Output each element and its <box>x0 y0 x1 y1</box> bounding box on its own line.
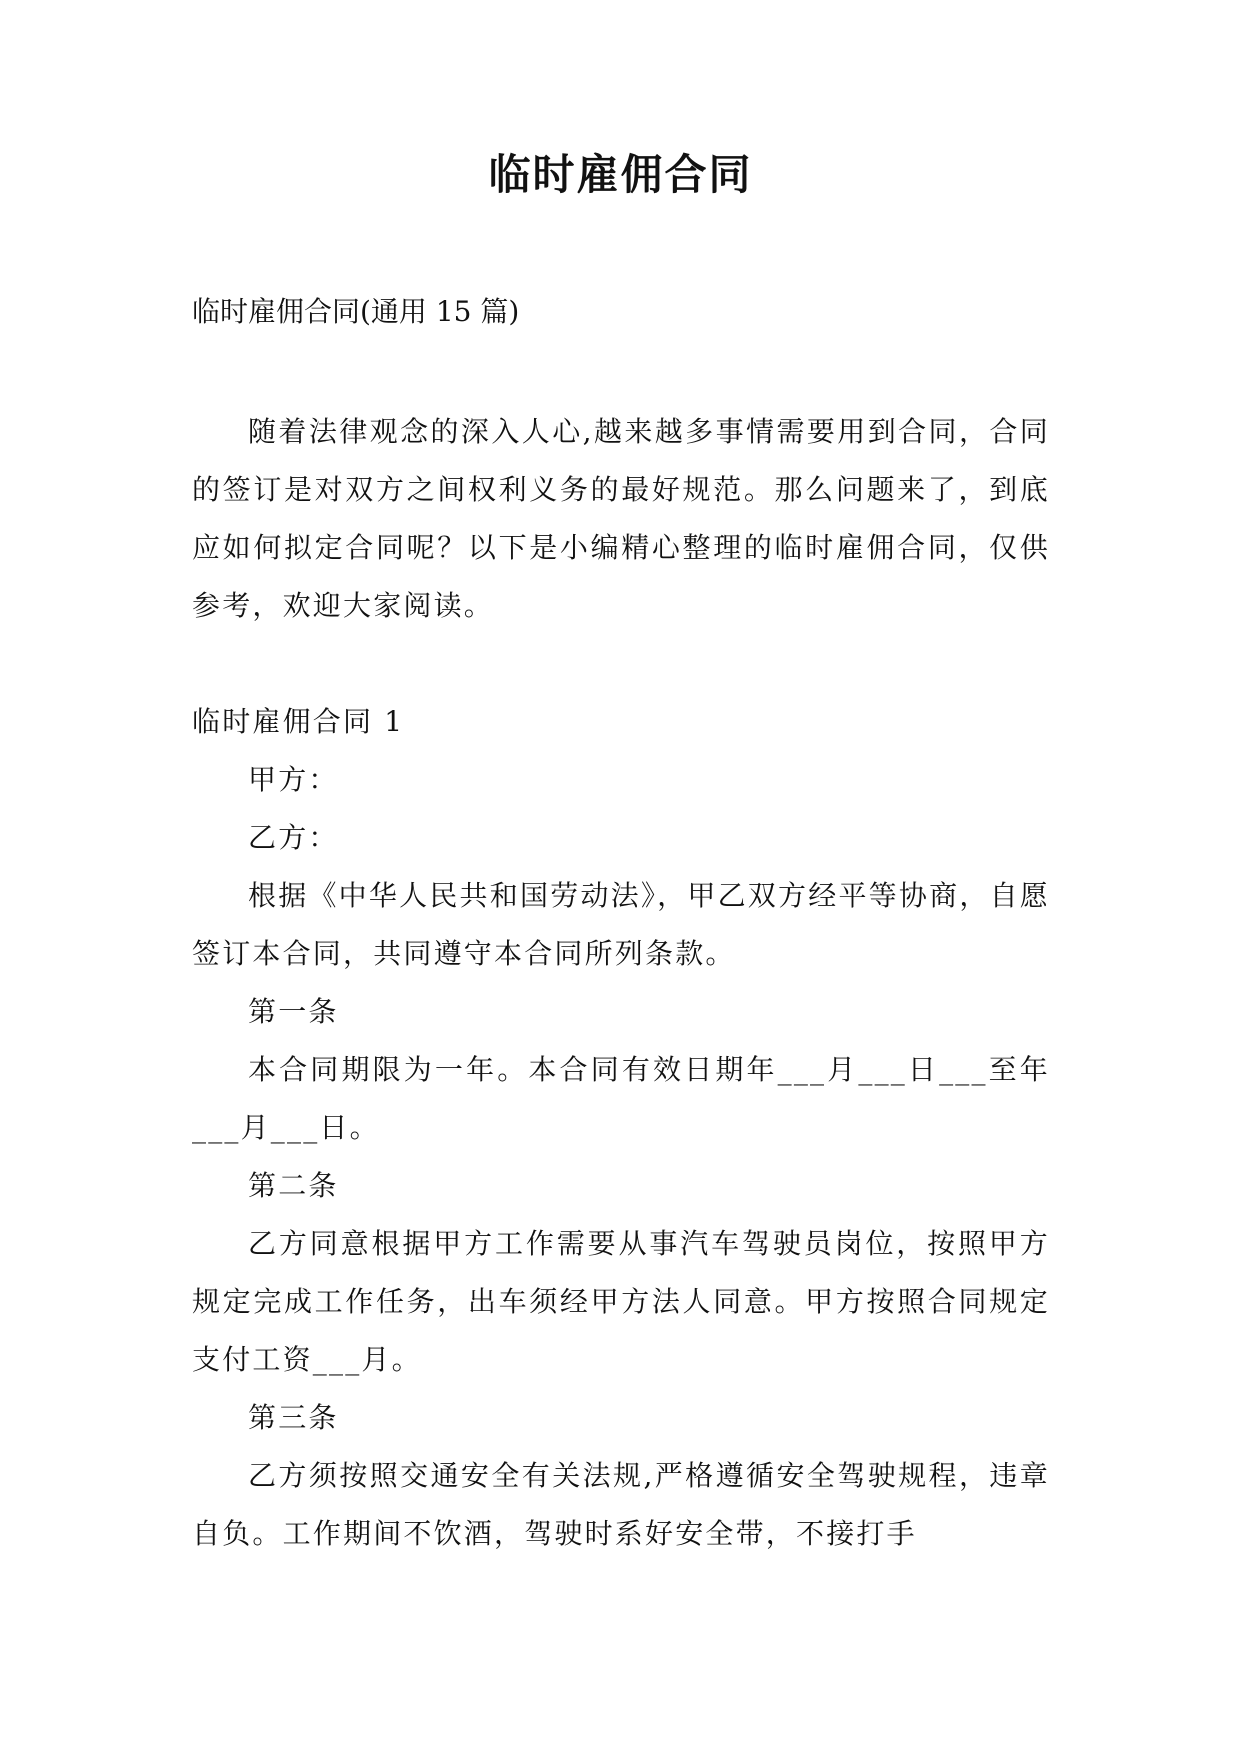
contract-heading: 临时雇佣合同 1 <box>192 705 405 738</box>
article-1-title: 第一条 <box>248 995 339 1028</box>
article-3-title: 第三条 <box>248 1401 339 1434</box>
article-2-text: 乙方同意根据甲方工作需要从事汽车驾驶员岗位，按照甲方规定完成工作任务，出车须经甲方法人同意。甲方按照合同规定支付工资___月。 <box>192 1227 1050 1376</box>
document-title: 临时雇佣合同 <box>488 150 753 199</box>
basis-paragraph: 根据《中华人民共和国劳动法》，甲乙双方经平等协商，自愿签订本合同，共同遵守本合同所列条款。 <box>192 879 1050 970</box>
party-b-line: 乙方： <box>248 821 339 854</box>
article-3-text: 乙方须按照交通安全有关法规,严格遵循安全驾驶规程，违章自负。工作期间不饮酒，驾驶时系好安全带，不接打手 <box>192 1459 1050 1550</box>
intro-paragraph: 随着法律观念的深入人心,越来越多事情需要用到合同，合同的签订是对双方之间权利义务的最好规范。那么问题来了，到底应如何拟定合同呢？以下是小编精心整理的临时雇佣合同，仅供参考，欢迎大家阅读。 <box>192 415 1050 622</box>
party-a-line: 甲方： <box>248 763 339 796</box>
article-1-text: 本合同期限为一年。本合同有效日期年___月___日___至年___月___日。 <box>192 1053 1050 1144</box>
document-body <box>192 403 1050 1563</box>
document-subtitle: 临时雇佣合同(通用 15 篇) <box>192 295 520 328</box>
article-2-title: 第二条 <box>248 1169 339 1202</box>
